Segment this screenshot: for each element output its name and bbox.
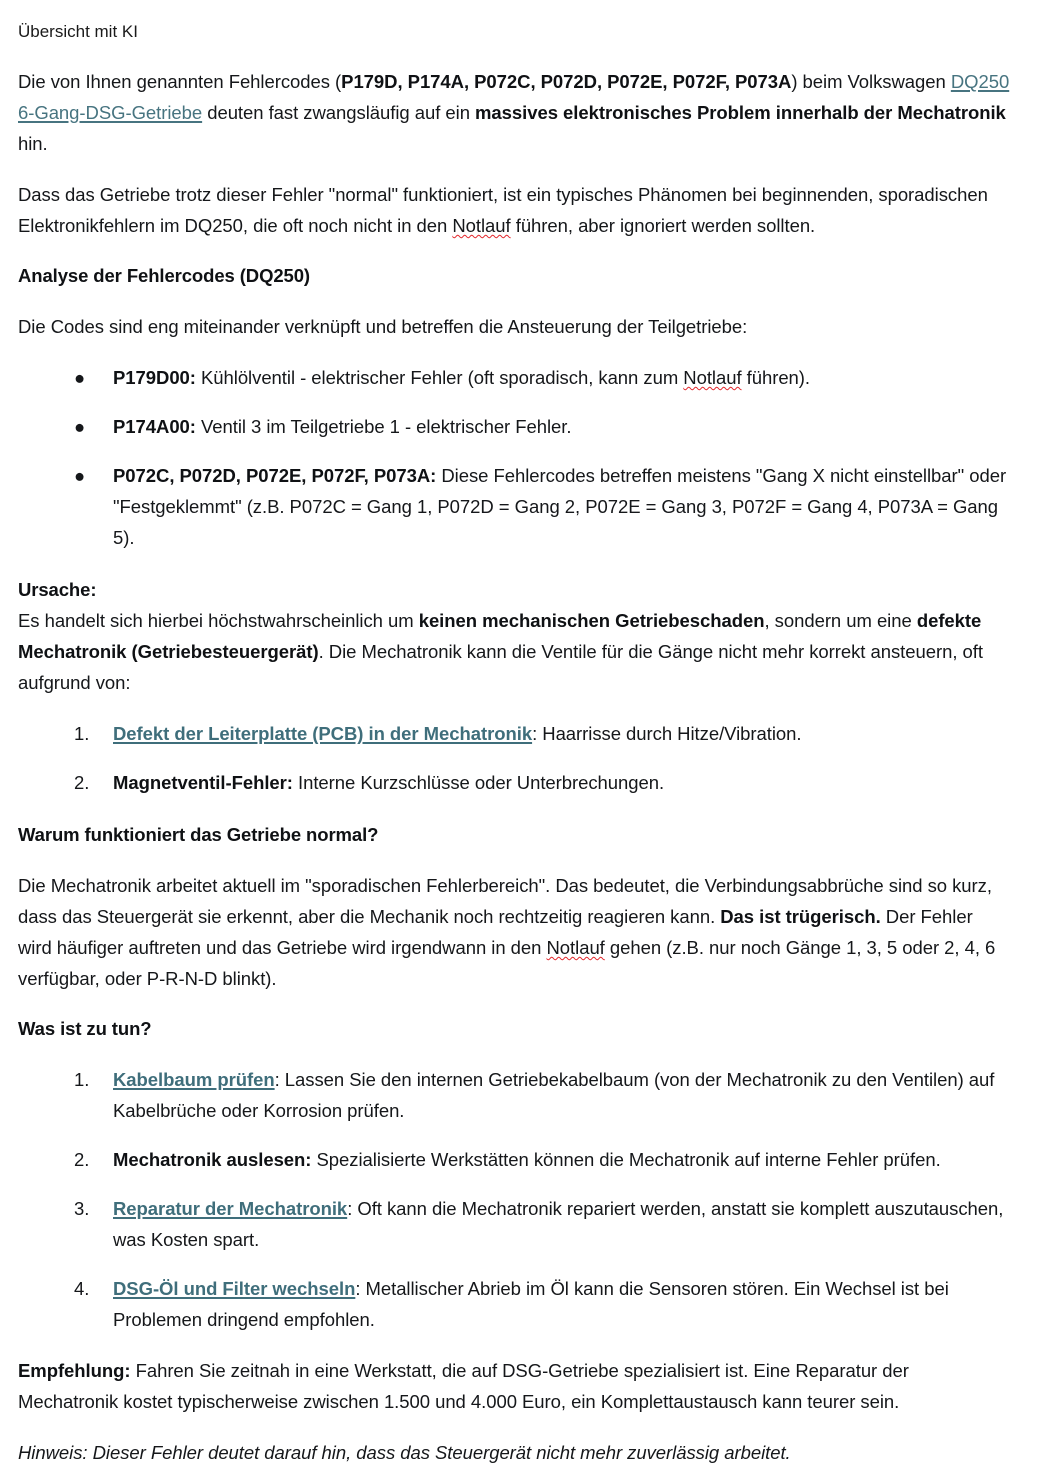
list-item	[18, 1193, 1011, 1255]
code-label-p174a00: P174A00:	[113, 416, 196, 437]
fault-code-list-group	[18, 362, 1011, 553]
bullet-icon: ●	[74, 465, 86, 486]
bullet-icon: ●	[74, 416, 86, 437]
warum-text-part-3: gehen (z.B. nur noch Gänge 1, 3, 5 oder 2, 4, 6 verfügbar, oder P-R-N-D blinkt).	[18, 937, 996, 989]
ursache-text-part-1: Es handelt sich hierbei höchstwahrscheinlich um	[18, 610, 419, 631]
todo-list-group	[18, 1064, 1011, 1335]
list-number: 2.	[74, 772, 90, 793]
code-label-gear-group: P072C, P072D, P072E, P072F, P073A:	[113, 465, 437, 486]
list-item	[18, 767, 1011, 798]
dq250-gearbox-link[interactable]: DQ250 6-Gang-DSG-Getriebe	[18, 71, 1010, 123]
intro-text-part-1: Die von Ihnen genannten Fehlercodes (	[18, 71, 342, 92]
list-number: 2.	[74, 1149, 90, 1170]
ursache-emphasis-1: keinen mechanischen Getriebeschaden	[418, 610, 765, 631]
solenoid-fault-label: Magnetventil-Fehler:	[113, 772, 293, 793]
code-desc-gear-group: Diese Fehlercodes betreffen meistens "Gang X nicht einstellbar" oder "Festgeklemmt" (z.B. P072C = Gang 1, P072D = Gang 2, P072E = Gang 3, P072F = Gang 4, P073A = Gang 5).	[113, 465, 1007, 548]
ursache-text-part-2: , sondern um eine	[764, 610, 917, 631]
heading-analyse: Analyse der Fehlercodes (DQ250)	[18, 265, 310, 286]
intro-text-part-3: deuten fast zwangsläufig auf ein	[202, 102, 476, 123]
reparatur-description: : Oft kann die Mechatronik repariert werden, anstatt sie komplett auszutauschen, was Kosten spart.	[113, 1198, 1004, 1250]
intro-paragraph-1	[18, 66, 1011, 159]
dsg-oel-description: : Metallischer Abrieb im Öl kann die Sensoren stören. Ein Wechsel ist bei Problemen dringend empfohlen.	[113, 1278, 949, 1330]
cause-list-group	[18, 718, 1011, 798]
reparatur-mechatronik-link[interactable]: Reparatur der Mechatronik	[113, 1198, 348, 1219]
fault-code-list: P179D, P174A, P072C, P072D, P072E, P072F, P073A	[341, 71, 792, 92]
list-item	[18, 1273, 1011, 1335]
list-item	[18, 1144, 1011, 1175]
mechatronik-auslesen-label: Mechatronik auslesen:	[113, 1149, 312, 1170]
dsg-oel-filter-link[interactable]: DSG-Öl und Filter wechseln	[113, 1278, 356, 1299]
spellcheck-word-notlauf: Notlauf	[546, 937, 605, 958]
warum-text-part-2: Der Fehler wird häufiger auftreten und das Getriebe wird irgendwann in den	[18, 906, 973, 958]
warum-text-part-1: Die Mechatronik arbeitet aktuell im "sporadischen Fehlerbereich". Das bedeutet, die Verbindungsabbrüche sind so kurz, dass das Steuergerät sie erkennt, aber die Mechanik noch rechtzeitig reagieren kann.	[18, 875, 992, 927]
list-number: 1.	[74, 723, 90, 744]
solenoid-fault-description: Interne Kurzschlüsse oder Unterbrechungen.	[292, 772, 665, 793]
list-item	[18, 460, 1011, 553]
list-item	[18, 1064, 1011, 1126]
code-desc-p179d00-b: führen).	[741, 367, 810, 388]
empfehlung-label: Empfehlung:	[18, 1360, 131, 1381]
pcb-defect-link[interactable]: Defekt der Leiterplatte (PCB) in der Mechatronik	[113, 723, 533, 744]
intro2-text-part-1: Dass das Getriebe trotz dieser Fehler "normal" funktioniert, ist ein typisches Phänomen bei beginnenden, sporadischen Elektronikfehlern im DQ250, die oft noch nicht in den	[18, 184, 988, 236]
intro-emphasis: massives elektronisches Problem innerhalb der Mechatronik	[475, 102, 1006, 123]
ursache-paragraph	[18, 605, 1011, 698]
intro-paragraph-2	[18, 179, 1011, 241]
empfehlung-paragraph	[18, 1355, 1011, 1417]
code-label-p179d00: P179D00:	[113, 367, 196, 388]
analyse-lead-paragraph: Die Codes sind eng miteinander verknüpft und betreffen die Ansteuerung der Teilgetriebe:	[18, 316, 748, 337]
heading-ursache: Ursache:	[18, 579, 97, 600]
spellcheck-word-notlauf: Notlauf	[683, 367, 742, 388]
ursache-text-part-3: . Die Mechatronik kann die Ventile für die Gänge nicht mehr korrekt ansteuern, oft aufgrund von:	[18, 641, 983, 693]
heading-warum-normal: Warum funktioniert das Getriebe normal?	[18, 824, 379, 845]
list-number: 3.	[74, 1198, 90, 1219]
ursache-emphasis-2: defekte Mechatronik (Getriebesteuergerät)	[18, 610, 982, 662]
list-item	[18, 718, 1011, 749]
mechatronik-auslesen-description: Spezialisierte Werkstätten können die Mechatronik auf interne Fehler prüfen.	[311, 1149, 941, 1170]
pcb-defect-description: : Haarrisse durch Hitze/Vibration.	[532, 723, 802, 744]
spellcheck-word-notlauf: Notlauf	[452, 215, 511, 236]
intro-text-part-4: hin.	[18, 133, 48, 154]
hinweis-note: Hinweis: Dieser Fehler deutet darauf hin, dass das Steuergerät nicht mehr zuverlässig arbeitet.	[18, 1442, 791, 1463]
intro2-text-part-2: führen, aber ignoriert werden sollten.	[510, 215, 816, 236]
list-item	[18, 362, 1011, 393]
bullet-icon: ●	[74, 367, 86, 388]
warum-normal-paragraph	[18, 870, 1011, 994]
kabelbaum-pruefen-link[interactable]: Kabelbaum prüfen	[113, 1069, 275, 1090]
code-desc-p179d00-a: Kühlölventil - elektrischer Fehler (oft sporadisch, kann zum	[195, 367, 684, 388]
empfehlung-text: Fahren Sie zeitnah in eine Werkstatt, die auf DSG-Getriebe spezialisiert ist. Eine Reparatur der Mechatronik kostet typischerweise zwischen 1.500 und 4.000 Euro, ein Komplettaustausch kann teurer sein.	[18, 1360, 909, 1412]
list-number: 1.	[74, 1069, 90, 1090]
list-number: 4.	[74, 1278, 90, 1299]
warum-emphasis: Das ist trügerisch.	[720, 906, 881, 927]
list-item	[18, 411, 1011, 442]
page-title: Übersicht mit KI	[18, 22, 138, 41]
heading-was-ist-zu-tun: Was ist zu tun?	[18, 1018, 152, 1039]
kabelbaum-description: : Lassen Sie den internen Getriebekabelbaum (von der Mechatronik zu den Ventilen) auf Kabelbrüche oder Korrosion prüfen.	[113, 1069, 995, 1121]
intro-text-part-2: ) beim Volkswagen	[791, 71, 951, 92]
code-desc-p174a00: Ventil 3 im Teilgetriebe 1 - elektrischer Fehler.	[195, 416, 572, 437]
